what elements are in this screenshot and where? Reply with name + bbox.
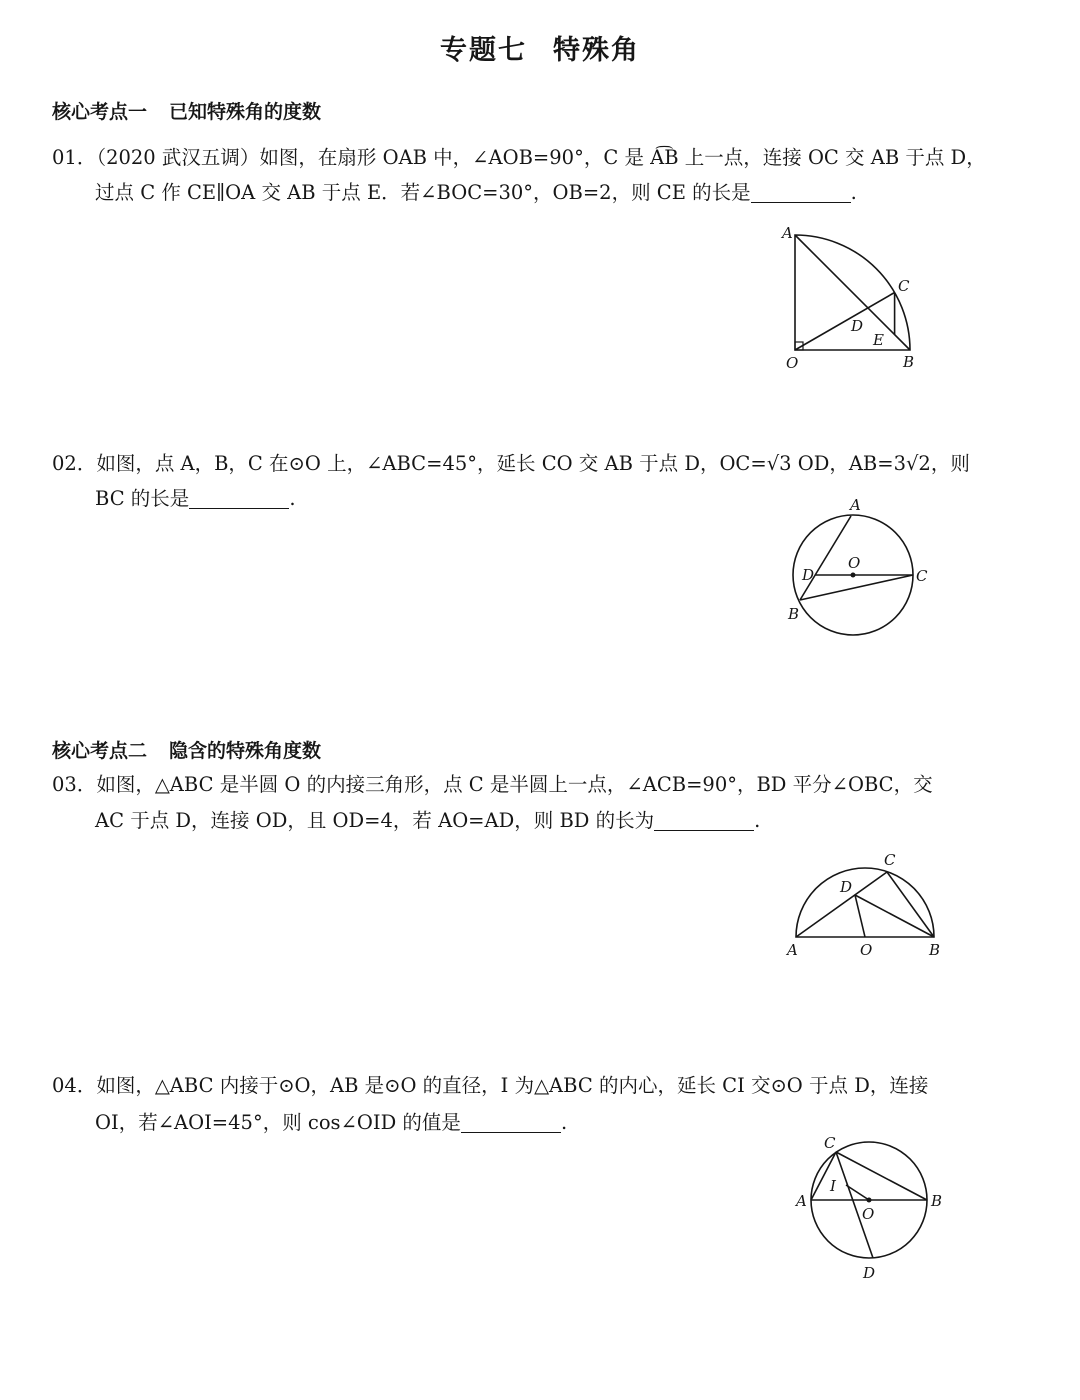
problem-1-end: .	[850, 181, 857, 204]
figure-circle-incenter	[785, 1130, 955, 1285]
title-main: 专题七	[440, 35, 527, 66]
segment-ab	[800, 516, 851, 600]
problem-1-line-1: 01．（2020 武汉五调）如图，在扇形 OAB 中，∠AOB=90°，C 是 A͡B 上一点，连接 OC 交 AB 于点 D，	[52, 146, 986, 169]
problem-3-end: .	[754, 809, 761, 832]
problem-4-text: OI，若∠AOI=45°，则 cos∠OID 的值是	[95, 1111, 461, 1134]
problem-2-line-1: 02．如图，点 A，B，C 在⊙O 上，∠ABC=45°，延长 CO 交 AB 于点 D，OC=√3 OD，AB=3√2，则	[52, 452, 970, 475]
label-o: O	[848, 554, 861, 572]
label-c: C	[898, 277, 910, 295]
figure-sector-oab	[770, 220, 930, 380]
answer-blank[interactable]	[751, 182, 851, 203]
problem-4-line-1: 04．如图，△ABC 内接于⊙O，AB 是⊙O 的直径，I 为△ABC 的内心，延长 CI 交⊙O 于点 D，连接	[52, 1074, 929, 1097]
section-label: 核心考点一	[52, 101, 148, 123]
section-name: 隐含的特殊角度数	[169, 740, 322, 762]
problem-2-end: .	[289, 487, 296, 510]
section-heading-1	[52, 97, 321, 124]
answer-blank[interactable]	[461, 1112, 561, 1133]
label-d: D	[863, 1264, 876, 1282]
section-label: 核心考点二	[52, 740, 148, 762]
label-b: B	[903, 353, 915, 371]
label-b: B	[931, 1192, 943, 1210]
label-b: B	[788, 605, 800, 623]
label-a: A	[782, 224, 793, 242]
answer-blank[interactable]	[189, 488, 289, 509]
center-point	[867, 1198, 872, 1203]
label-e: E	[873, 331, 884, 349]
segment-bc	[800, 575, 913, 600]
label-a: A	[787, 941, 798, 959]
label-d: D	[802, 566, 815, 584]
label-o: O	[786, 354, 799, 372]
label-o: O	[862, 1205, 875, 1223]
problem-1-text: 过点 C 作 CE∥OA 交 AB 于点 E．若∠BOC=30°，OB=2，则 CE 的长是	[95, 181, 751, 204]
label-o: O	[860, 941, 873, 959]
label-a: A	[850, 496, 861, 514]
label-c: C	[916, 567, 928, 585]
problem-2-line-2	[95, 483, 296, 511]
label-b: B	[929, 941, 941, 959]
page-title	[0, 28, 1080, 67]
answer-blank[interactable]	[654, 810, 754, 831]
label-d: D	[840, 878, 853, 896]
title-sub: 特殊角	[553, 35, 640, 66]
section-heading-2	[52, 736, 321, 763]
label-c: C	[824, 1134, 836, 1152]
figure-circle-abc	[775, 495, 945, 645]
center-point	[851, 573, 856, 578]
problem-3-line-1: 03．如图，△ABC 是半圆 O 的内接三角形，点 C 是半圆上一点，∠ACB=90°，BD 平分∠OBC，交	[52, 773, 933, 796]
label-d: D	[851, 317, 864, 335]
problem-1-line-2	[95, 177, 857, 205]
problem-2-text: BC 的长是	[95, 487, 190, 510]
figure-semicircle	[780, 845, 950, 970]
problem-3-text: AC 于点 D，连接 OD，且 OD=4，若 AO=AD，则 BD 的长为	[95, 809, 655, 832]
label-a: A	[796, 1192, 807, 1210]
section-name: 已知特殊角的度数	[169, 101, 322, 123]
segment-od	[855, 895, 865, 937]
problem-4-line-2	[95, 1107, 567, 1135]
segment-bd	[855, 895, 934, 937]
label-i: I	[830, 1177, 836, 1195]
label-c: C	[884, 851, 896, 869]
problem-3-line-2	[95, 805, 760, 833]
problem-4-end: .	[560, 1111, 568, 1134]
